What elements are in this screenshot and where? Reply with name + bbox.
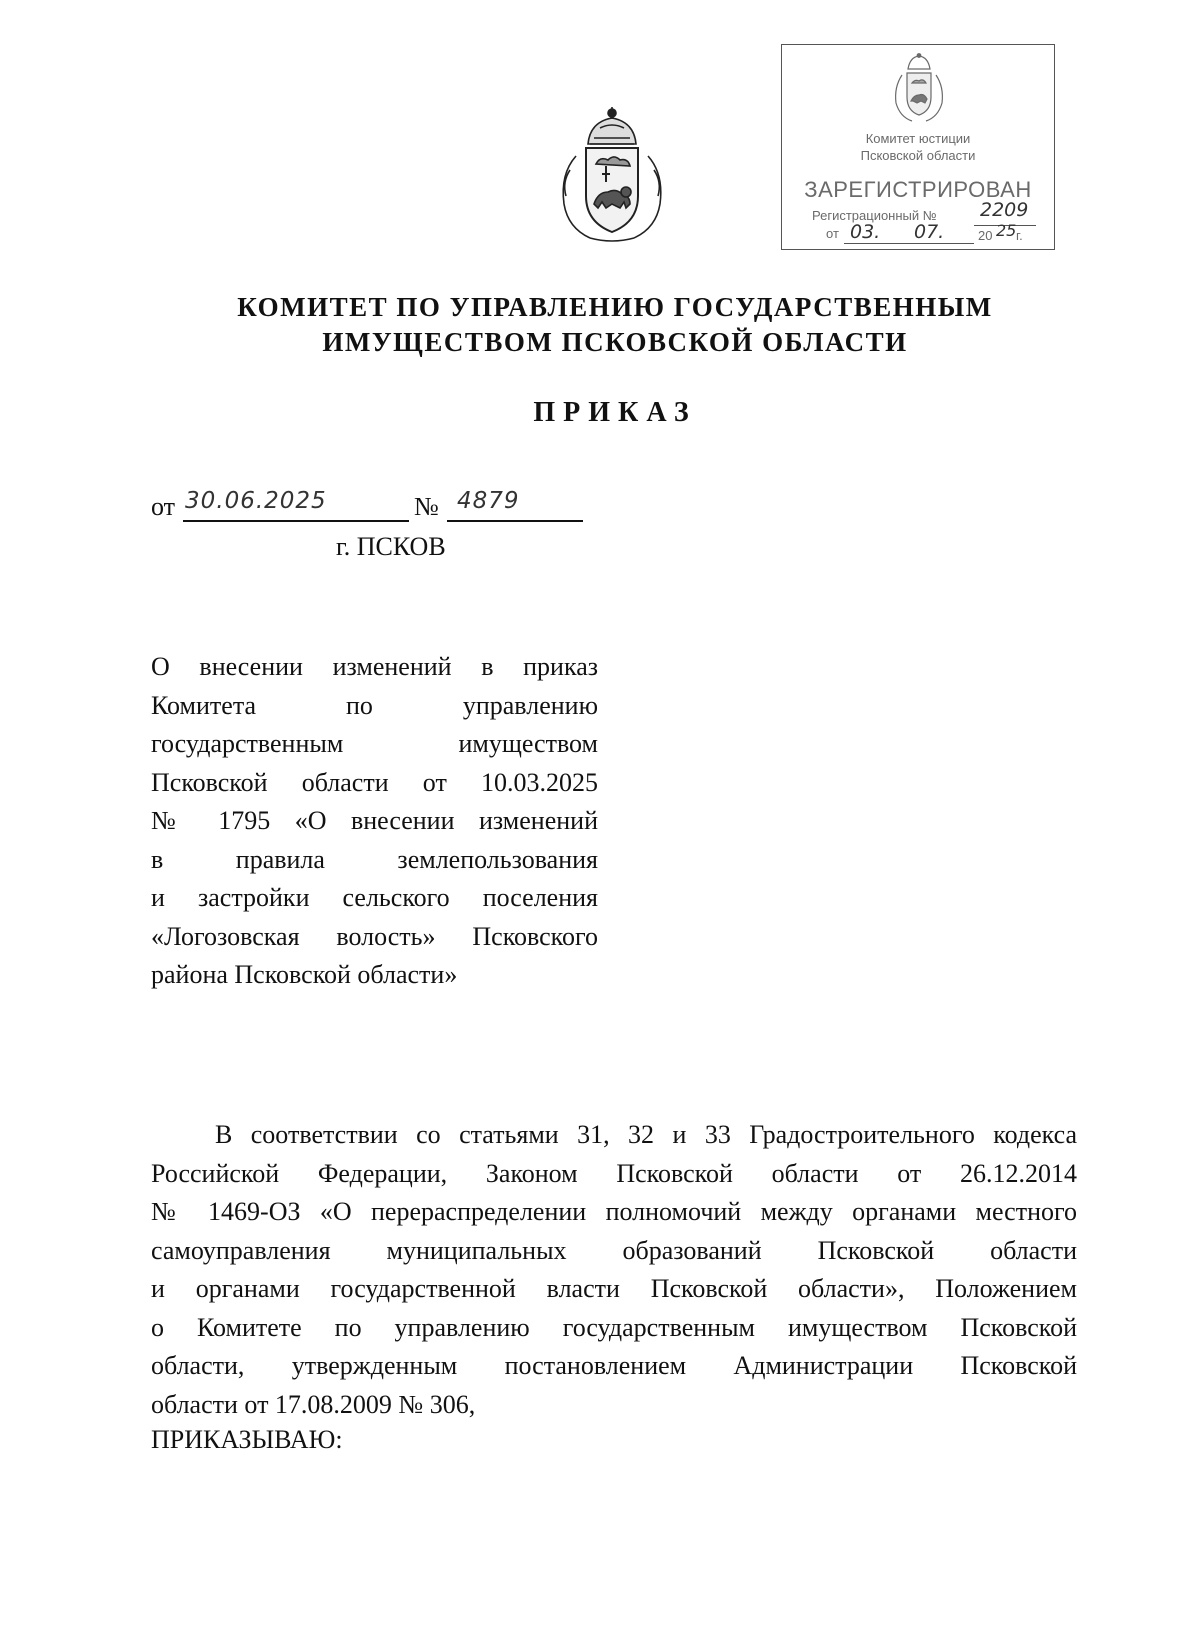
stamp-date-day-handwritten: 03.: [850, 221, 881, 243]
order-word: ПРИКАЗЫВАЮ:: [151, 1425, 343, 1454]
stamp-date-prefix: от: [826, 226, 839, 241]
stamp-date-month-handwritten: 07.: [914, 221, 945, 243]
body-line: В соответствии со статьями 31, 32 и 33 Градостроительного кодекса: [215, 1120, 1077, 1149]
body-line: области, утвержденным постановлением Администрации Псковской: [151, 1351, 1077, 1380]
organization-title-line1: КОМИТЕТ ПО УПРАВЛЕНИЮ ГОСУДАРСТВЕННЫМ: [237, 292, 993, 322]
subject-line: Комитета по управлению: [151, 690, 598, 720]
preamble-paragraph: [151, 1116, 1077, 1424]
subject-line: и застройки сельского поселения: [151, 883, 598, 912]
stamp-reg-number-handwritten: 2209: [980, 199, 1029, 221]
stamp-reg-label: Регистрационный №: [812, 208, 937, 223]
registration-stamp: [781, 44, 1055, 250]
body-line: о Комитете по управлению государственным имуществом Псковской: [151, 1312, 1077, 1342]
stamp-year-unit: г.: [1016, 228, 1023, 243]
order-subject: [151, 648, 598, 995]
date-label: от: [151, 492, 176, 521]
document-type-title: ПРИКАЗ: [533, 397, 697, 428]
stamp-org-line1: Комитет юстиции: [865, 131, 971, 146]
body-line: № 1469-ОЗ «О перераспределении полномочий между органами местного: [151, 1197, 1077, 1226]
stamp-year-prefix: 20: [978, 228, 993, 243]
subject-line: № 1795 «О внесении изменений: [151, 806, 598, 835]
organization-title: [150, 290, 1080, 360]
subject-line: государственным имуществом: [151, 729, 598, 758]
stamp-org-line2: Псковской области: [860, 148, 976, 163]
number-label: №: [414, 492, 439, 521]
subject-line: «Логозовская волость» Псковского: [151, 921, 598, 951]
body-line: области от 17.08.2009 № 306,: [151, 1389, 476, 1419]
city-name: г. ПСКОВ: [336, 532, 446, 561]
subject-line: О внесении изменений в приказ: [151, 652, 598, 681]
number-underline: [447, 520, 583, 522]
stamp-status: ЗАРЕГИСТРИРОВАН: [804, 177, 1032, 202]
body-line: и органами государственной власти Псковской области», Положением: [151, 1274, 1077, 1303]
stamp-coat-of-arms-icon: [890, 53, 948, 125]
date-value-handwritten: 30.06.2025: [185, 488, 327, 514]
body-line: самоуправления муниципальных образований Псковской области: [151, 1235, 1077, 1265]
stamp-year-handwritten: 25: [996, 221, 1017, 240]
subject-line: района Псковской области»: [151, 960, 458, 989]
coat-of-arms-emblem: [550, 104, 674, 244]
date-underline: [183, 520, 409, 522]
number-value-handwritten: 4879: [457, 488, 520, 514]
body-line: Российской Федерации, Законом Псковской области от 26.12.2014: [151, 1158, 1077, 1188]
organization-title-line2: ИМУЩЕСТВОМ ПСКОВСКОЙ ОБЛАСТИ: [322, 327, 908, 357]
subject-line: в правила землепользования: [151, 844, 598, 874]
subject-line: Псковской области от 10.03.2025: [151, 767, 598, 797]
